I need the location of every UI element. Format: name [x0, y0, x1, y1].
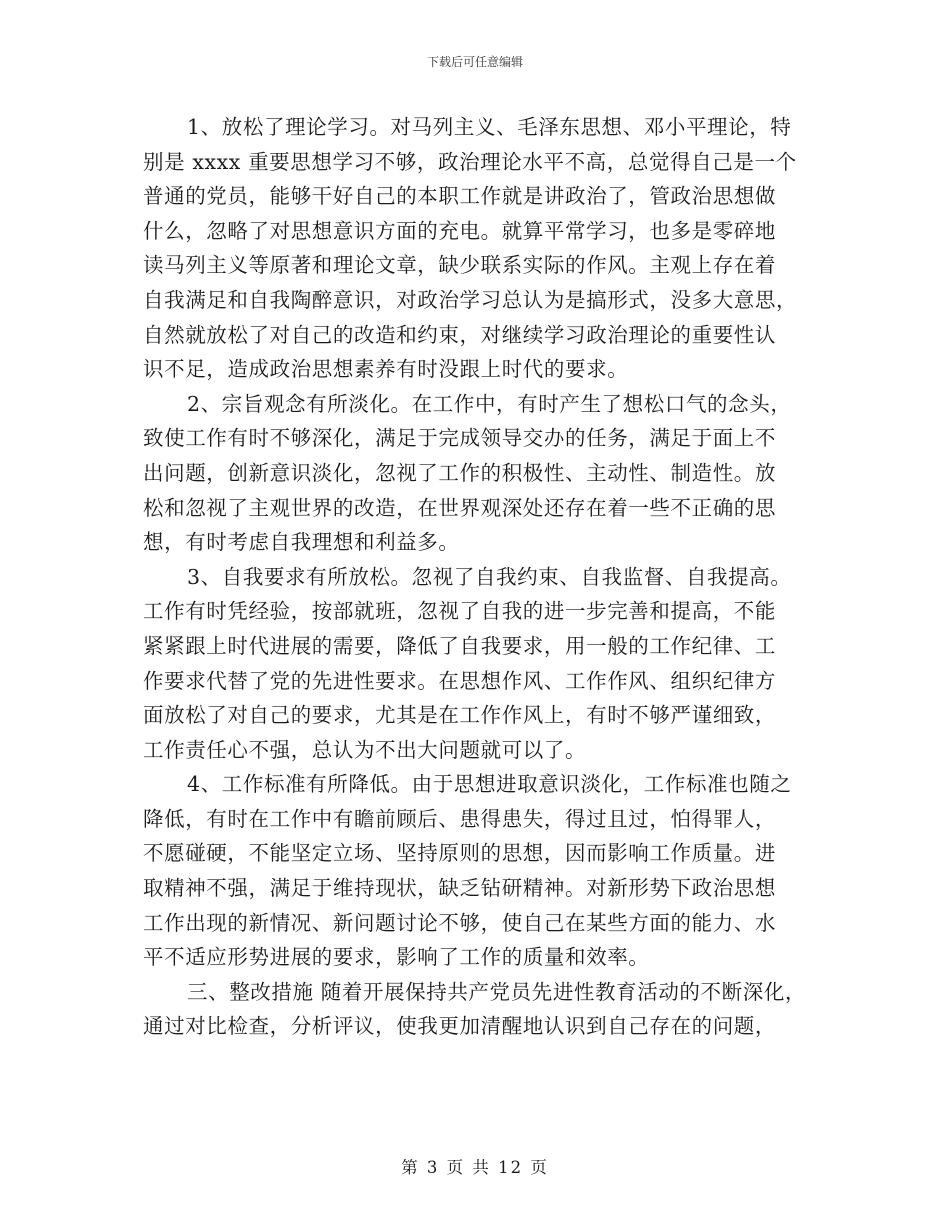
text-line: 面放松了对自己的要求，尤其是在工作作风上，有时不够严谨细致， — [143, 703, 776, 728]
text-line: 通过对比检查，分析评议，使我更加清醒地认识到自己存在的问题， — [143, 1014, 776, 1039]
text-line: 紧紧跟上时代进展的需要，降低了自我要求，用一般的工作纪律、工 — [143, 633, 776, 658]
text-line: 工作有时凭经验，按部就班，忽视了自我的进一步完善和提高，不能 — [143, 599, 776, 624]
text-line: 平不适应形势进展的要求，影响了工作的质量和效率。 — [143, 945, 650, 970]
text-line: 4、工作标准有所降低。由于思想进取意识淡化，工作标准也随之 — [187, 772, 792, 797]
document-body — [143, 110, 813, 1044]
text-line: 致使工作有时不够深化，满足于完成领导交办的任务，满足于面上不 — [143, 426, 776, 451]
text-line: 降低，有时在工作中有瞻前顾后、患得患失，得过且过，怕得罪人， — [143, 806, 776, 831]
text-line: 不愿碰硬，不能坚定立场、坚持原则的思想，因而影响工作质量。进 — [143, 841, 776, 866]
text-line: 出问题，创新意识淡化，忽视了工作的积极性、主动性、制造性。放 — [143, 460, 776, 485]
text-line: 工作责任心不强，总认为不出大问题就可以了。 — [143, 737, 587, 762]
text-line: 普通的党员，能够干好自己的本职工作就是讲政治了，管政治思想做 — [143, 184, 776, 209]
text-line: 松和忽视了主观世界的改造，在世界观深处还存在着一些不正确的思 — [143, 495, 776, 520]
text-line: 工作出现的新情况、新问题讨论不够，使自己在某些方面的能力、水 — [143, 910, 776, 935]
text-line: 自我满足和自我陶醉意识，对政治学习总认为是搞形式，没多大意思， — [143, 287, 798, 312]
text-line: 三、整改措施 随着开展保持共产党员先进性教育活动的不断深化， — [187, 979, 807, 1004]
text-line: 自然就放松了对自己的改造和约束，对继续学习政治理论的重要性认 — [143, 322, 776, 347]
text-line: 3、自我要求有所放松。忽视了自我约束、自我监督、自我提高。 — [187, 564, 792, 589]
text-line: 2、宗旨观念有所淡化。在工作中，有时产生了想松口气的念头， — [187, 391, 792, 416]
text-line: 取精神不强，满足于维持现状，缺乏钻研精神。对新形势下政治思想 — [143, 876, 776, 901]
page-footer: 第 3 页 共 12 页 — [401, 1158, 549, 1177]
text-line: 什么，忽略了对思想意识方面的充电。就算平常学习，也多是零碎地 — [143, 218, 776, 243]
text-line: 读马列主义等原著和理论文章，缺少联系实际的作风。主观上存在着 — [143, 253, 776, 278]
text-line: 1、放松了理论学习。对马列主义、毛泽东思想、邓小平理论，特 — [187, 115, 792, 139]
page-header: 下载后可任意编辑 — [426, 55, 523, 69]
text-line: 别是 xxxx 重要思想学习不够，政治理论水平不高，总觉得自己是一个 — [143, 149, 797, 174]
text-line: 作要求代替了党的先进性要求。在思想作风、工作作风、组织纪律方 — [143, 668, 776, 693]
text-line: 想，有时考虑自我理想和利益多。 — [143, 530, 460, 555]
text-line: 识不足，造成政治思想素养有时没跟上时代的要求。 — [143, 357, 629, 382]
